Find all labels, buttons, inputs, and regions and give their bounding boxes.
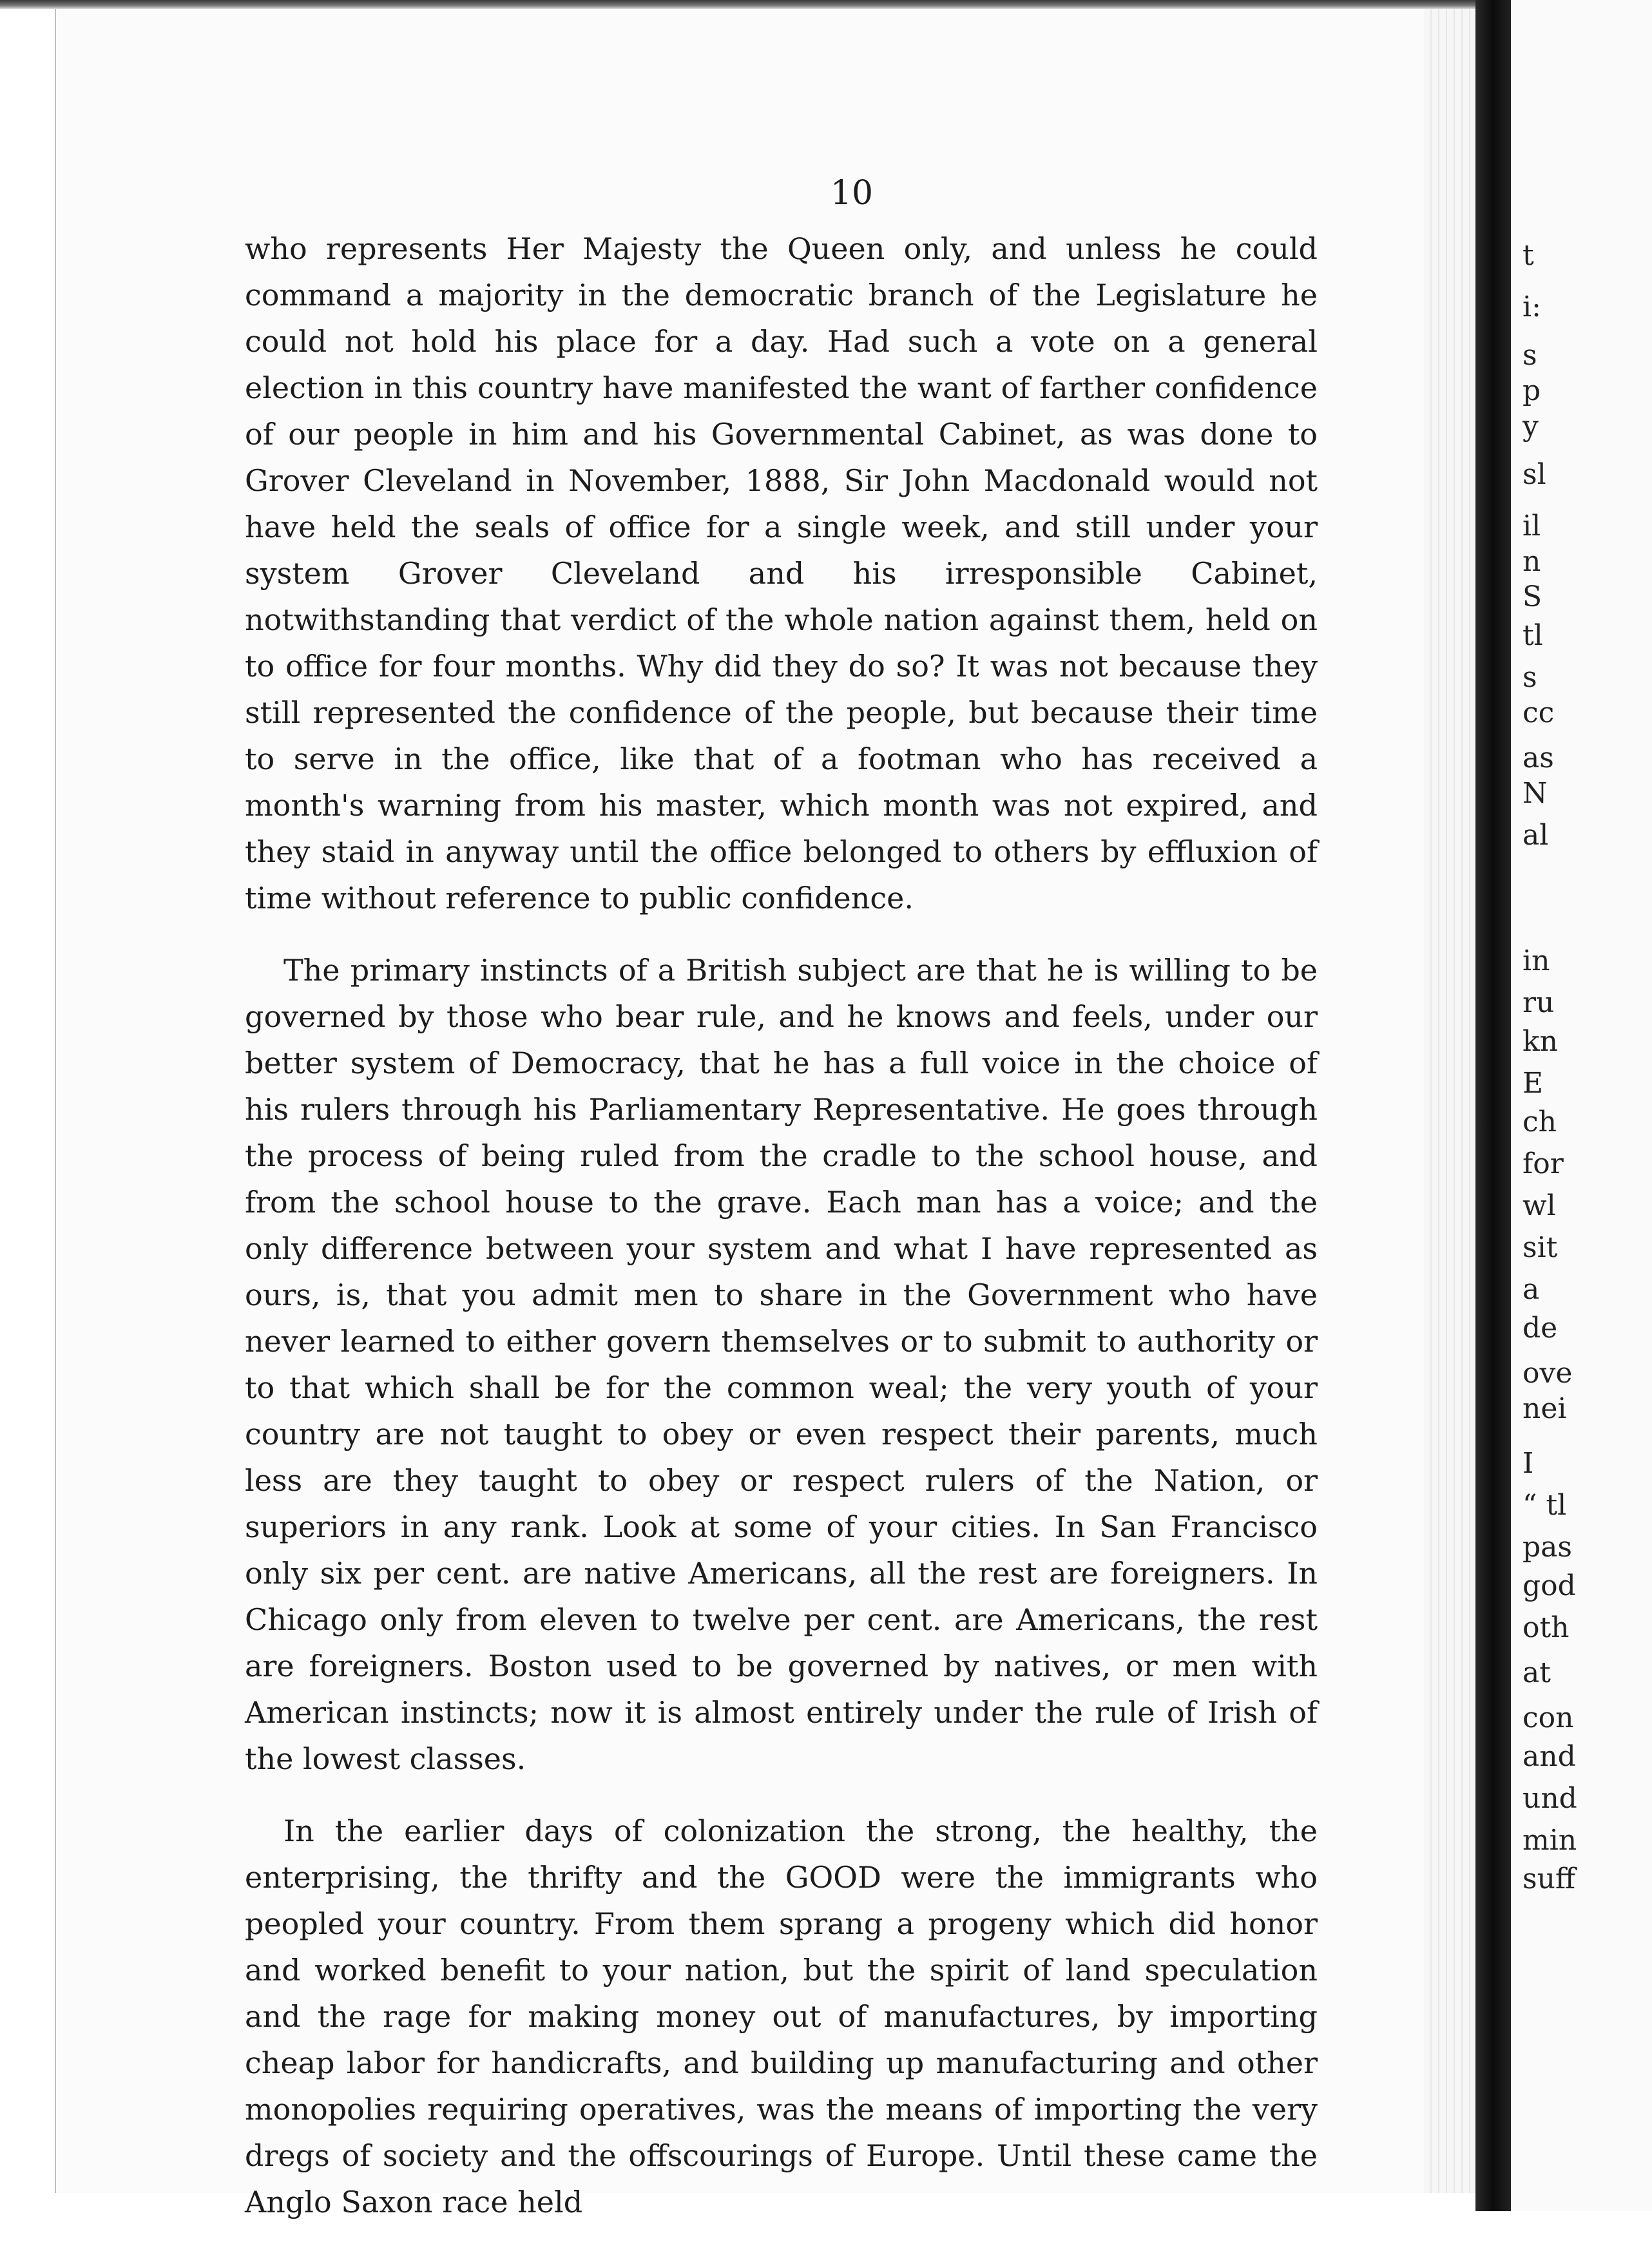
next-page-fragment: il: [1522, 510, 1541, 542]
page-number: 10: [830, 174, 874, 213]
paragraph-2: The primary instincts of a British subject are that he is willing to be governed by those who bear rule, and he knows and feels, under our better system of Democracy, that he has a full voice in the choice of his rulers through his Parliamentary Representative. He goes through the process of being ruled from the cradle to the school house, and from the school house to the grave. Each man has a voice; and the only difference between your system and what I have represented as ours, is, that you admit men to share in the Government who have never learned to either govern themselves or to submit to authority or to that which shall be for the common weal; the very youth of your country are not taught to obey or even respect their parents, much less are they taught to obey or respect rulers of the Nation, or superiors in any rank. Look at some of your cities. In San Francisco only six per cent. are native Americans, all the rest are foreigners. In Chicago only from eleven to twelve per cent. are Americans, the rest are foreigners. Boston used to be governed by natives, or men with American instincts; now it is almost entirely under the rule of Irish of the lowest classes.: [245, 953, 1318, 1776]
next-page-fragment: suff: [1522, 1863, 1576, 1895]
next-page-fragment: oth: [1522, 1611, 1570, 1644]
next-page-fragment: und: [1522, 1782, 1577, 1815]
body-text: [245, 225, 1318, 2251]
next-page-fragment: S: [1522, 580, 1542, 613]
next-page-fragment: con: [1522, 1701, 1574, 1734]
next-page-fragment: I: [1522, 1447, 1534, 1480]
next-page-fragment: ch: [1522, 1106, 1557, 1138]
top-scan-edge: [0, 0, 1475, 9]
next-page-fragment: as: [1522, 742, 1554, 774]
next-page-fragment: for: [1522, 1147, 1564, 1180]
next-page-fragment: al: [1522, 819, 1549, 852]
next-page-fragment: min: [1522, 1824, 1577, 1857]
paragraph-3: In the earlier days of colonization the strong, the healthy, the enterprising, the thrifty and the GOOD were the immigrants who peopled your country. From them sprang a progeny which did honor and worked benefit to your nation, but the spirit of land speculation and the rage for making money out of manufactures, by importing cheap labor for handicrafts, and building up manufacturing and other monopolies requiring operatives, was the means of importing the very dregs of society and the offscourings of Europe. Until these came the Anglo Saxon race held: [245, 1814, 1318, 2219]
next-page-fragment: sl: [1522, 458, 1546, 491]
book-gutter: [1475, 0, 1511, 2211]
next-page-fragment: ove: [1522, 1357, 1573, 1390]
next-page-fragment: E: [1522, 1067, 1544, 1100]
next-page-fragment: and: [1522, 1740, 1576, 1773]
next-page-fragment: p: [1522, 374, 1541, 407]
next-page-fragment: kn: [1522, 1025, 1558, 1058]
next-page-fragment: s: [1522, 661, 1537, 694]
next-page-fragment: sit: [1522, 1231, 1558, 1264]
next-page-fragment: tl: [1522, 619, 1543, 652]
next-page-fragment: de: [1522, 1312, 1558, 1345]
next-page-fragment: ru: [1522, 986, 1555, 1019]
next-page-fragment: god: [1522, 1569, 1576, 1602]
next-page-edge: [1511, 0, 1652, 2211]
next-page-fragment: “ tl: [1522, 1489, 1567, 1522]
next-page-fragment: n: [1522, 545, 1541, 578]
paragraph-1: who represents Her Majesty the Queen only, and unless he could command a majority in the democratic branch of the Legislature he could not hold his place for a day. Had such a vote on a general election in this country have manifested the want of farther confidence of our people in him and his Governmental Cabinet, as was done to Grover Cleveland in November, 1888, Sir John Macdonald would not have held the seals of office for a single week, and still under your system Grover Cleveland and his irresponsible Cabinet, notwithstanding that verdict of the whole nation against them, held on to office for four months. Why did they do so? It was not because they still represented the confidence of the people, but because their time to serve in the office, like that of a footman who has received a month's warning from his master, which month was not expired, and they staid in anyway until the office belonged to others by effluxion of time without reference to public confidence.: [245, 231, 1318, 915]
next-page-fragment: N: [1522, 777, 1548, 810]
next-page-fragment: s: [1522, 339, 1537, 372]
page-edges: [1424, 9, 1475, 2193]
next-page-fragment: nei: [1522, 1392, 1567, 1425]
next-page-fragment: in: [1522, 944, 1550, 977]
next-page-fragment: y: [1522, 410, 1539, 443]
next-page-fragment: at: [1522, 1656, 1551, 1689]
next-page-fragment: pas: [1522, 1531, 1572, 1564]
next-page-fragment: t: [1522, 239, 1534, 272]
next-page-fragment: i:: [1522, 291, 1541, 323]
next-page-fragment: cc: [1522, 696, 1555, 729]
next-page-fragment: a: [1522, 1273, 1540, 1306]
next-page-fragment: wl: [1522, 1189, 1556, 1222]
